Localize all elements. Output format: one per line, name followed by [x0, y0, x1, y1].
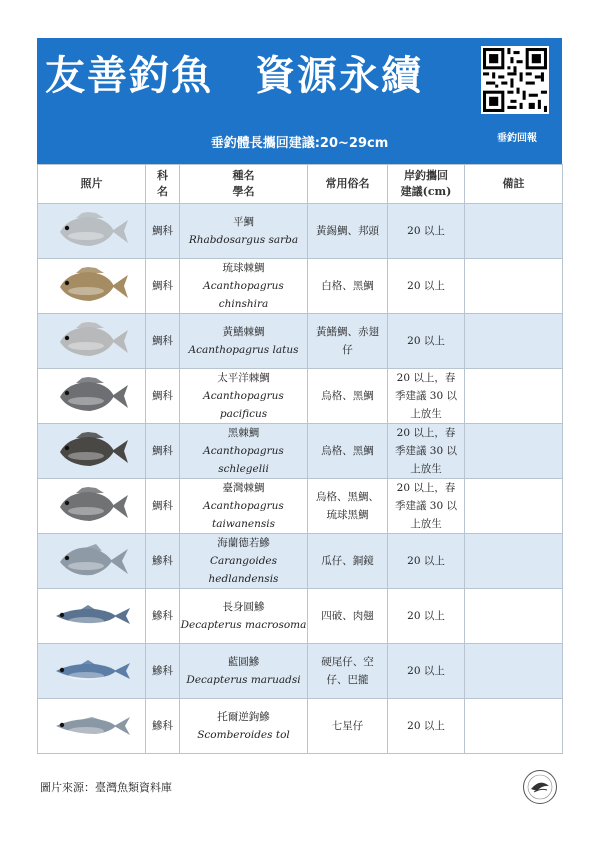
- species-chinese-name: 平鯛: [233, 216, 254, 228]
- common-name-cell: 黃鰭鯛、赤翅仔: [308, 314, 388, 369]
- species-cell: [180, 314, 308, 369]
- note-cell: [465, 644, 563, 699]
- species-chinese-name: 藍圓鰺: [227, 656, 260, 668]
- note-cell: [465, 369, 563, 424]
- species-cell: [180, 259, 308, 314]
- species-scientific-name: Scomberoides tol: [197, 729, 290, 741]
- fish-photo-cell: [38, 644, 146, 699]
- col-header-common: 常用俗名: [308, 165, 388, 204]
- species-chinese-name: 黃鰭棘鯛: [222, 326, 265, 338]
- fish-photo-cell: [38, 314, 146, 369]
- fish-photo-cell: [38, 479, 146, 534]
- common-name-cell: 烏格、黑鯛: [308, 369, 388, 424]
- fish-photo-icon: [52, 211, 132, 251]
- common-name-cell: 硬尾仔、空仔、巴攏: [308, 644, 388, 699]
- fish-photo-icon: [52, 541, 132, 581]
- table-row: [38, 479, 563, 534]
- table-row: [38, 699, 563, 754]
- page-subtitle: 垂釣體長攜回建議:20~29cm: [210, 136, 389, 151]
- table-row: [38, 369, 563, 424]
- common-name-cell: 黃錫鯛、邦頭: [308, 204, 388, 259]
- size-recommendation-cell: 20 以上: [388, 204, 465, 259]
- table-row: [38, 259, 563, 314]
- family-cell: 鯛科: [146, 204, 180, 259]
- table-row: [38, 314, 563, 369]
- species-cell: [180, 589, 308, 644]
- fish-photo-cell: [38, 369, 146, 424]
- col-header-family: 科 名: [146, 165, 180, 204]
- species-cell: [180, 479, 308, 534]
- table-row: [38, 589, 563, 644]
- family-cell: 鰺科: [146, 534, 180, 589]
- fish-photo-cell: [38, 424, 146, 479]
- size-recommendation-cell: 20 以上，春季建議 30 以上放生: [388, 479, 465, 534]
- species-scientific-name: Acanthopagrus chinshira: [203, 280, 284, 310]
- table-header-row: [38, 165, 563, 204]
- common-name-cell: 瓜仔、銅鏡: [308, 534, 388, 589]
- family-cell: 鰺科: [146, 644, 180, 699]
- fish-table: [37, 164, 563, 754]
- size-recommendation-cell: 20 以上: [388, 644, 465, 699]
- species-scientific-name: Decapterus macrosoma: [180, 619, 307, 631]
- family-cell: 鯛科: [146, 314, 180, 369]
- page-title: 友善釣魚 資源永續: [45, 53, 423, 99]
- species-scientific-name: Carangoides hedlandensis: [208, 555, 279, 585]
- common-name-cell: 白格、黑鯛: [308, 259, 388, 314]
- species-scientific-name: Acanthopagrus latus: [188, 344, 299, 356]
- table-row: [38, 204, 563, 259]
- fish-photo-icon: [52, 596, 132, 636]
- fish-photo-cell: [38, 534, 146, 589]
- fish-photo-cell: [38, 699, 146, 754]
- size-recommendation-cell: 20 以上: [388, 314, 465, 369]
- col-header-species: 種名 學名: [180, 165, 308, 204]
- fish-photo-icon: [52, 706, 132, 746]
- family-cell: 鯛科: [146, 479, 180, 534]
- image-source-credit: 圖片來源：臺灣魚類資料庫: [40, 781, 172, 794]
- col-header-size: 岸釣攜回 建議(cm): [388, 165, 465, 204]
- species-scientific-name: Acanthopagrus schlegelii: [203, 445, 284, 475]
- size-recommendation-cell: 20 以上: [388, 589, 465, 644]
- note-cell: [465, 479, 563, 534]
- table-row: [38, 534, 563, 589]
- qr-code[interactable]: [481, 46, 549, 114]
- species-cell: [180, 424, 308, 479]
- qr-label: 垂釣回報: [497, 133, 537, 144]
- fish-photo-cell: [38, 259, 146, 314]
- fish-photo-icon: [52, 266, 132, 306]
- table-row: [38, 424, 563, 479]
- qr-code-icon: [483, 48, 547, 112]
- family-cell: 鰺科: [146, 699, 180, 754]
- common-name-cell: 烏格、黑鯛、琉球黑鯛: [308, 479, 388, 534]
- family-cell: 鯛科: [146, 259, 180, 314]
- col-header-note: 備註: [465, 165, 563, 204]
- size-recommendation-cell: 20 以上，春季建議 30 以上放生: [388, 369, 465, 424]
- header-banner: [37, 38, 562, 164]
- size-recommendation-cell: 20 以上，春季建議 30 以上放生: [388, 424, 465, 479]
- note-cell: [465, 589, 563, 644]
- size-recommendation-cell: 20 以上: [388, 699, 465, 754]
- note-cell: [465, 259, 563, 314]
- fish-photo-icon: [52, 651, 132, 691]
- size-recommendation-cell: 20 以上: [388, 534, 465, 589]
- species-scientific-name: Rhabdosargus sarba: [188, 234, 299, 246]
- species-scientific-name: Acanthopagrus taiwanensis: [203, 500, 284, 530]
- common-name-cell: 四破、肉翹: [308, 589, 388, 644]
- size-recommendation-cell: 20 以上: [388, 259, 465, 314]
- family-cell: 鰺科: [146, 589, 180, 644]
- family-cell: 鯛科: [146, 424, 180, 479]
- note-cell: [465, 314, 563, 369]
- species-chinese-name: 海蘭德若鰺: [217, 537, 270, 549]
- species-cell: [180, 204, 308, 259]
- species-chinese-name: 太平洋棘鯛: [217, 372, 270, 384]
- col-header-photo: 照片: [38, 165, 146, 204]
- species-chinese-name: 琉球棘鯛: [222, 262, 265, 274]
- species-chinese-name: 托爾逆鉤鰺: [217, 711, 270, 723]
- species-cell: [180, 369, 308, 424]
- agency-logo-icon: [522, 769, 558, 805]
- note-cell: [465, 204, 563, 259]
- note-cell: [465, 424, 563, 479]
- fish-photo-cell: [38, 204, 146, 259]
- species-scientific-name: Acanthopagrus pacificus: [203, 390, 284, 420]
- species-chinese-name: 黑棘鯛: [227, 427, 260, 439]
- fish-photo-icon: [52, 486, 132, 526]
- species-cell: [180, 699, 308, 754]
- species-chinese-name: 長身圓鰺: [222, 601, 265, 613]
- species-scientific-name: Decapterus maruadsi: [186, 674, 301, 686]
- fish-photo-icon: [52, 376, 132, 416]
- fish-photo-cell: [38, 589, 146, 644]
- note-cell: [465, 534, 563, 589]
- species-chinese-name: 臺灣棘鯛: [222, 482, 265, 494]
- family-cell: 鯛科: [146, 369, 180, 424]
- note-cell: [465, 699, 563, 754]
- fish-photo-icon: [52, 321, 132, 361]
- common-name-cell: 烏格、黑鯛: [308, 424, 388, 479]
- species-cell: [180, 644, 308, 699]
- fish-photo-icon: [52, 431, 132, 471]
- species-cell: [180, 534, 308, 589]
- table-row: [38, 644, 563, 699]
- common-name-cell: 七星仔: [308, 699, 388, 754]
